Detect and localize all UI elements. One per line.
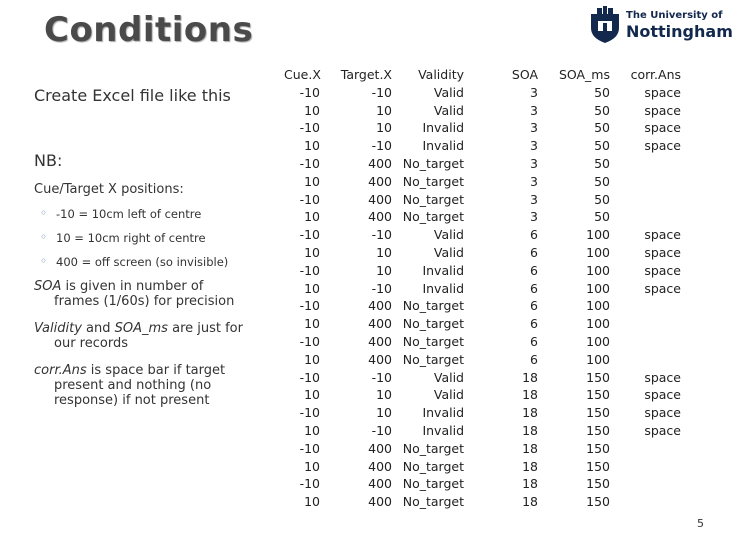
table-cell: -10 — [371, 227, 392, 243]
table-cell: 3 — [530, 120, 538, 136]
table-cell: 6 — [530, 262, 538, 278]
table-cell: 6 — [530, 316, 538, 332]
table-cell: 10 — [376, 405, 392, 421]
records-mid: and — [81, 321, 115, 336]
table-cell: No_target — [402, 316, 464, 332]
table-cell: 100 — [586, 262, 610, 278]
table-cell: -10 — [371, 84, 392, 100]
table-cell: 400 — [368, 298, 392, 314]
table-cell: 150 — [586, 405, 610, 421]
table-cell: Valid — [433, 84, 464, 100]
column-header: SOA_ms — [558, 67, 610, 82]
table-cell: 6 — [530, 227, 538, 243]
target-x-column — [336, 66, 392, 511]
table-cell: No_target — [402, 351, 464, 367]
table-cell: No_target — [402, 173, 464, 189]
table-cell: Valid — [433, 244, 464, 260]
table-cell: 3 — [530, 102, 538, 118]
table-cell: 10 — [304, 494, 320, 510]
table-cell: 10 — [376, 387, 392, 403]
table-cell: space — [644, 280, 681, 296]
table-cell: 100 — [586, 244, 610, 260]
table-cell: 18 — [522, 405, 538, 421]
table-cell: 400 — [368, 333, 392, 349]
table-cell: 3 — [530, 84, 538, 100]
validity-column — [400, 66, 464, 511]
records-note-text: are just for — [167, 321, 243, 336]
table-cell: 400 — [368, 476, 392, 492]
table-cell: Invalid — [422, 120, 464, 136]
positions-heading: Cue/Target X positions: — [34, 182, 184, 197]
table-cell — [626, 511, 681, 529]
table-cell: 18 — [522, 369, 538, 385]
table-cell — [626, 208, 681, 226]
corrans-note-text: is space bar if target — [86, 363, 226, 378]
table-cell: 10 — [304, 351, 320, 367]
soa-ms-column — [552, 66, 610, 511]
table-cell: No_target — [402, 298, 464, 314]
table-cell: -10 — [299, 155, 320, 171]
table-cell: Invalid — [422, 262, 464, 278]
table-cell: 100 — [586, 333, 610, 349]
table-cell: No_target — [402, 440, 464, 456]
table-cell: -10 — [371, 280, 392, 296]
logo-line2: Nottingham — [626, 22, 733, 41]
table-cell: 10 — [304, 280, 320, 296]
table-cell — [626, 297, 681, 315]
corrans-note-cont2: response) if not present — [54, 393, 210, 408]
table-cell: 50 — [594, 173, 610, 189]
table-cell: Valid — [433, 387, 464, 403]
table-cell: 10 — [304, 209, 320, 225]
table-cell: No_target — [402, 458, 464, 474]
table-cell: 18 — [522, 440, 538, 456]
table-cell: Valid — [433, 227, 464, 243]
table-cell: 400 — [368, 173, 392, 189]
table-cell: 10 — [304, 422, 320, 438]
table-cell: 10 — [304, 458, 320, 474]
corrans-note-cont1: present and nothing (no — [54, 378, 212, 393]
table-cell: space — [644, 262, 681, 278]
table-cell: 100 — [586, 227, 610, 243]
table-cell: space — [644, 405, 681, 421]
table-cell: 18 — [522, 387, 538, 403]
table-cell: -10 — [299, 440, 320, 456]
table-cell: 10 — [304, 316, 320, 332]
table-cell: 150 — [586, 369, 610, 385]
table-cell: 400 — [368, 494, 392, 510]
soa-note-cont: frames (1/60s) for precision — [54, 294, 235, 309]
table-cell: 100 — [586, 316, 610, 332]
table-cell: 150 — [586, 494, 610, 510]
column-header: corr.Ans — [630, 67, 681, 82]
table-cell: 10 — [304, 173, 320, 189]
table-cell — [626, 173, 681, 191]
table-cell: -10 — [299, 369, 320, 385]
bullet-item: ◦ 400 = off screen (so invisible) — [40, 255, 274, 269]
bullet-item: ◦ 10 = 10cm right of centre — [40, 231, 274, 245]
soa-term: SOA — [34, 279, 62, 294]
logo-line1: The University of — [626, 10, 723, 21]
soa-note-text: is given in number of — [61, 279, 204, 294]
cue-x-column — [284, 66, 320, 511]
table-cell: 18 — [522, 422, 538, 438]
table-cell: -10 — [299, 262, 320, 278]
table-cell: 18 — [522, 494, 538, 510]
table-cell: Valid — [433, 102, 464, 118]
table-cell: space — [644, 369, 681, 385]
table-cell: No_target — [402, 191, 464, 207]
table-cell: 3 — [530, 155, 538, 171]
table-cell — [626, 155, 681, 173]
table-cell: space — [644, 120, 681, 136]
table-cell: -10 — [371, 369, 392, 385]
table-cell: space — [644, 244, 681, 260]
table-cell: 400 — [368, 440, 392, 456]
table-cell — [626, 458, 681, 476]
table-cell: 3 — [530, 191, 538, 207]
table-cell: Invalid — [422, 422, 464, 438]
records-note-cont: our records — [54, 336, 128, 351]
bullet-item: ◦ -10 = 10cm left of centre — [40, 207, 274, 221]
table-cell: 400 — [368, 351, 392, 367]
table-cell: 50 — [594, 155, 610, 171]
table-cell: 10 — [304, 244, 320, 260]
table-cell: No_target — [402, 333, 464, 349]
table-cell: No_target — [402, 476, 464, 492]
table-cell: 400 — [368, 316, 392, 332]
table-cell: Invalid — [422, 138, 464, 154]
table-cell: 6 — [530, 298, 538, 314]
table-cell: 50 — [594, 120, 610, 136]
table-cell: 100 — [586, 280, 610, 296]
table-cell: 10 — [376, 244, 392, 260]
table-cell: Valid — [433, 369, 464, 385]
column-header: Validity — [418, 67, 464, 82]
table-cell: space — [644, 84, 681, 100]
nb-heading: NB: — [34, 151, 63, 170]
table-cell: 18 — [522, 476, 538, 492]
table-cell: 400 — [368, 209, 392, 225]
table-cell: 50 — [594, 102, 610, 118]
table-cell: -10 — [299, 298, 320, 314]
table-cell: space — [644, 102, 681, 118]
table-cell — [626, 475, 681, 493]
table-cell: Invalid — [422, 405, 464, 421]
table-cell: No_target — [402, 155, 464, 171]
table-cell: 18 — [522, 458, 538, 474]
table-cell: 6 — [530, 244, 538, 260]
table-cell: 3 — [530, 173, 538, 189]
table-cell: No_target — [402, 494, 464, 510]
table-cell: -10 — [299, 405, 320, 421]
table-cell: 10 — [304, 102, 320, 118]
table-cell: 3 — [530, 138, 538, 154]
validity-term: Validity — [34, 321, 82, 336]
table-cell — [626, 440, 681, 458]
table-cell — [626, 315, 681, 333]
table-cell: 3 — [530, 209, 538, 225]
table-cell: 150 — [586, 422, 610, 438]
table-cell: 6 — [530, 351, 538, 367]
table-cell: 6 — [530, 280, 538, 296]
table-cell — [626, 191, 681, 209]
table-cell: 10 — [376, 120, 392, 136]
table-cell: 100 — [586, 298, 610, 314]
column-header: Target.X — [340, 67, 392, 82]
table-cell — [626, 351, 681, 369]
soams-term: SOA_ms — [114, 321, 168, 336]
page-number: 5 — [697, 517, 704, 530]
conditions-table — [0, 66, 720, 516]
table-cell: Invalid — [422, 280, 464, 296]
table-cell: -10 — [299, 84, 320, 100]
table-cell: space — [644, 138, 681, 154]
table-cell: 400 — [368, 155, 392, 171]
table-cell: -10 — [371, 422, 392, 438]
table-cell: -10 — [299, 333, 320, 349]
table-cell — [626, 493, 681, 511]
table-cell: 10 — [376, 102, 392, 118]
table-cell: -10 — [299, 120, 320, 136]
lead-text: Create Excel file like this — [34, 86, 231, 105]
column-header: Cue.X — [284, 67, 321, 82]
table-cell: 150 — [586, 476, 610, 492]
table-cell: 10 — [304, 138, 320, 154]
slide-title: Conditions — [44, 10, 254, 50]
table-cell: -10 — [299, 191, 320, 207]
table-cell: space — [644, 387, 681, 403]
table-cell: 400 — [368, 191, 392, 207]
soa-column — [500, 66, 538, 511]
table-cell: -10 — [371, 138, 392, 154]
table-cell: No_target — [402, 209, 464, 225]
crest-icon — [588, 6, 622, 44]
corr-ans-column — [626, 66, 681, 529]
table-cell: space — [644, 227, 681, 243]
column-header: SOA — [511, 67, 538, 82]
table-cell: 50 — [594, 191, 610, 207]
table-cell: 150 — [586, 387, 610, 403]
university-logo — [588, 6, 733, 46]
table-cell: -10 — [299, 476, 320, 492]
table-cell: space — [644, 422, 681, 438]
table-cell: 10 — [304, 387, 320, 403]
table-cell: 6 — [530, 333, 538, 349]
table-cell: 50 — [594, 138, 610, 154]
table-cell: 10 — [376, 262, 392, 278]
table-cell: 150 — [586, 440, 610, 456]
table-cell: 100 — [586, 351, 610, 367]
table-cell: 400 — [368, 458, 392, 474]
table-cell: 50 — [594, 209, 610, 225]
table-cell: 50 — [594, 84, 610, 100]
table-cell: -10 — [299, 227, 320, 243]
table-cell: 150 — [586, 458, 610, 474]
table-cell — [626, 333, 681, 351]
corrans-term: corr.Ans — [34, 363, 87, 378]
